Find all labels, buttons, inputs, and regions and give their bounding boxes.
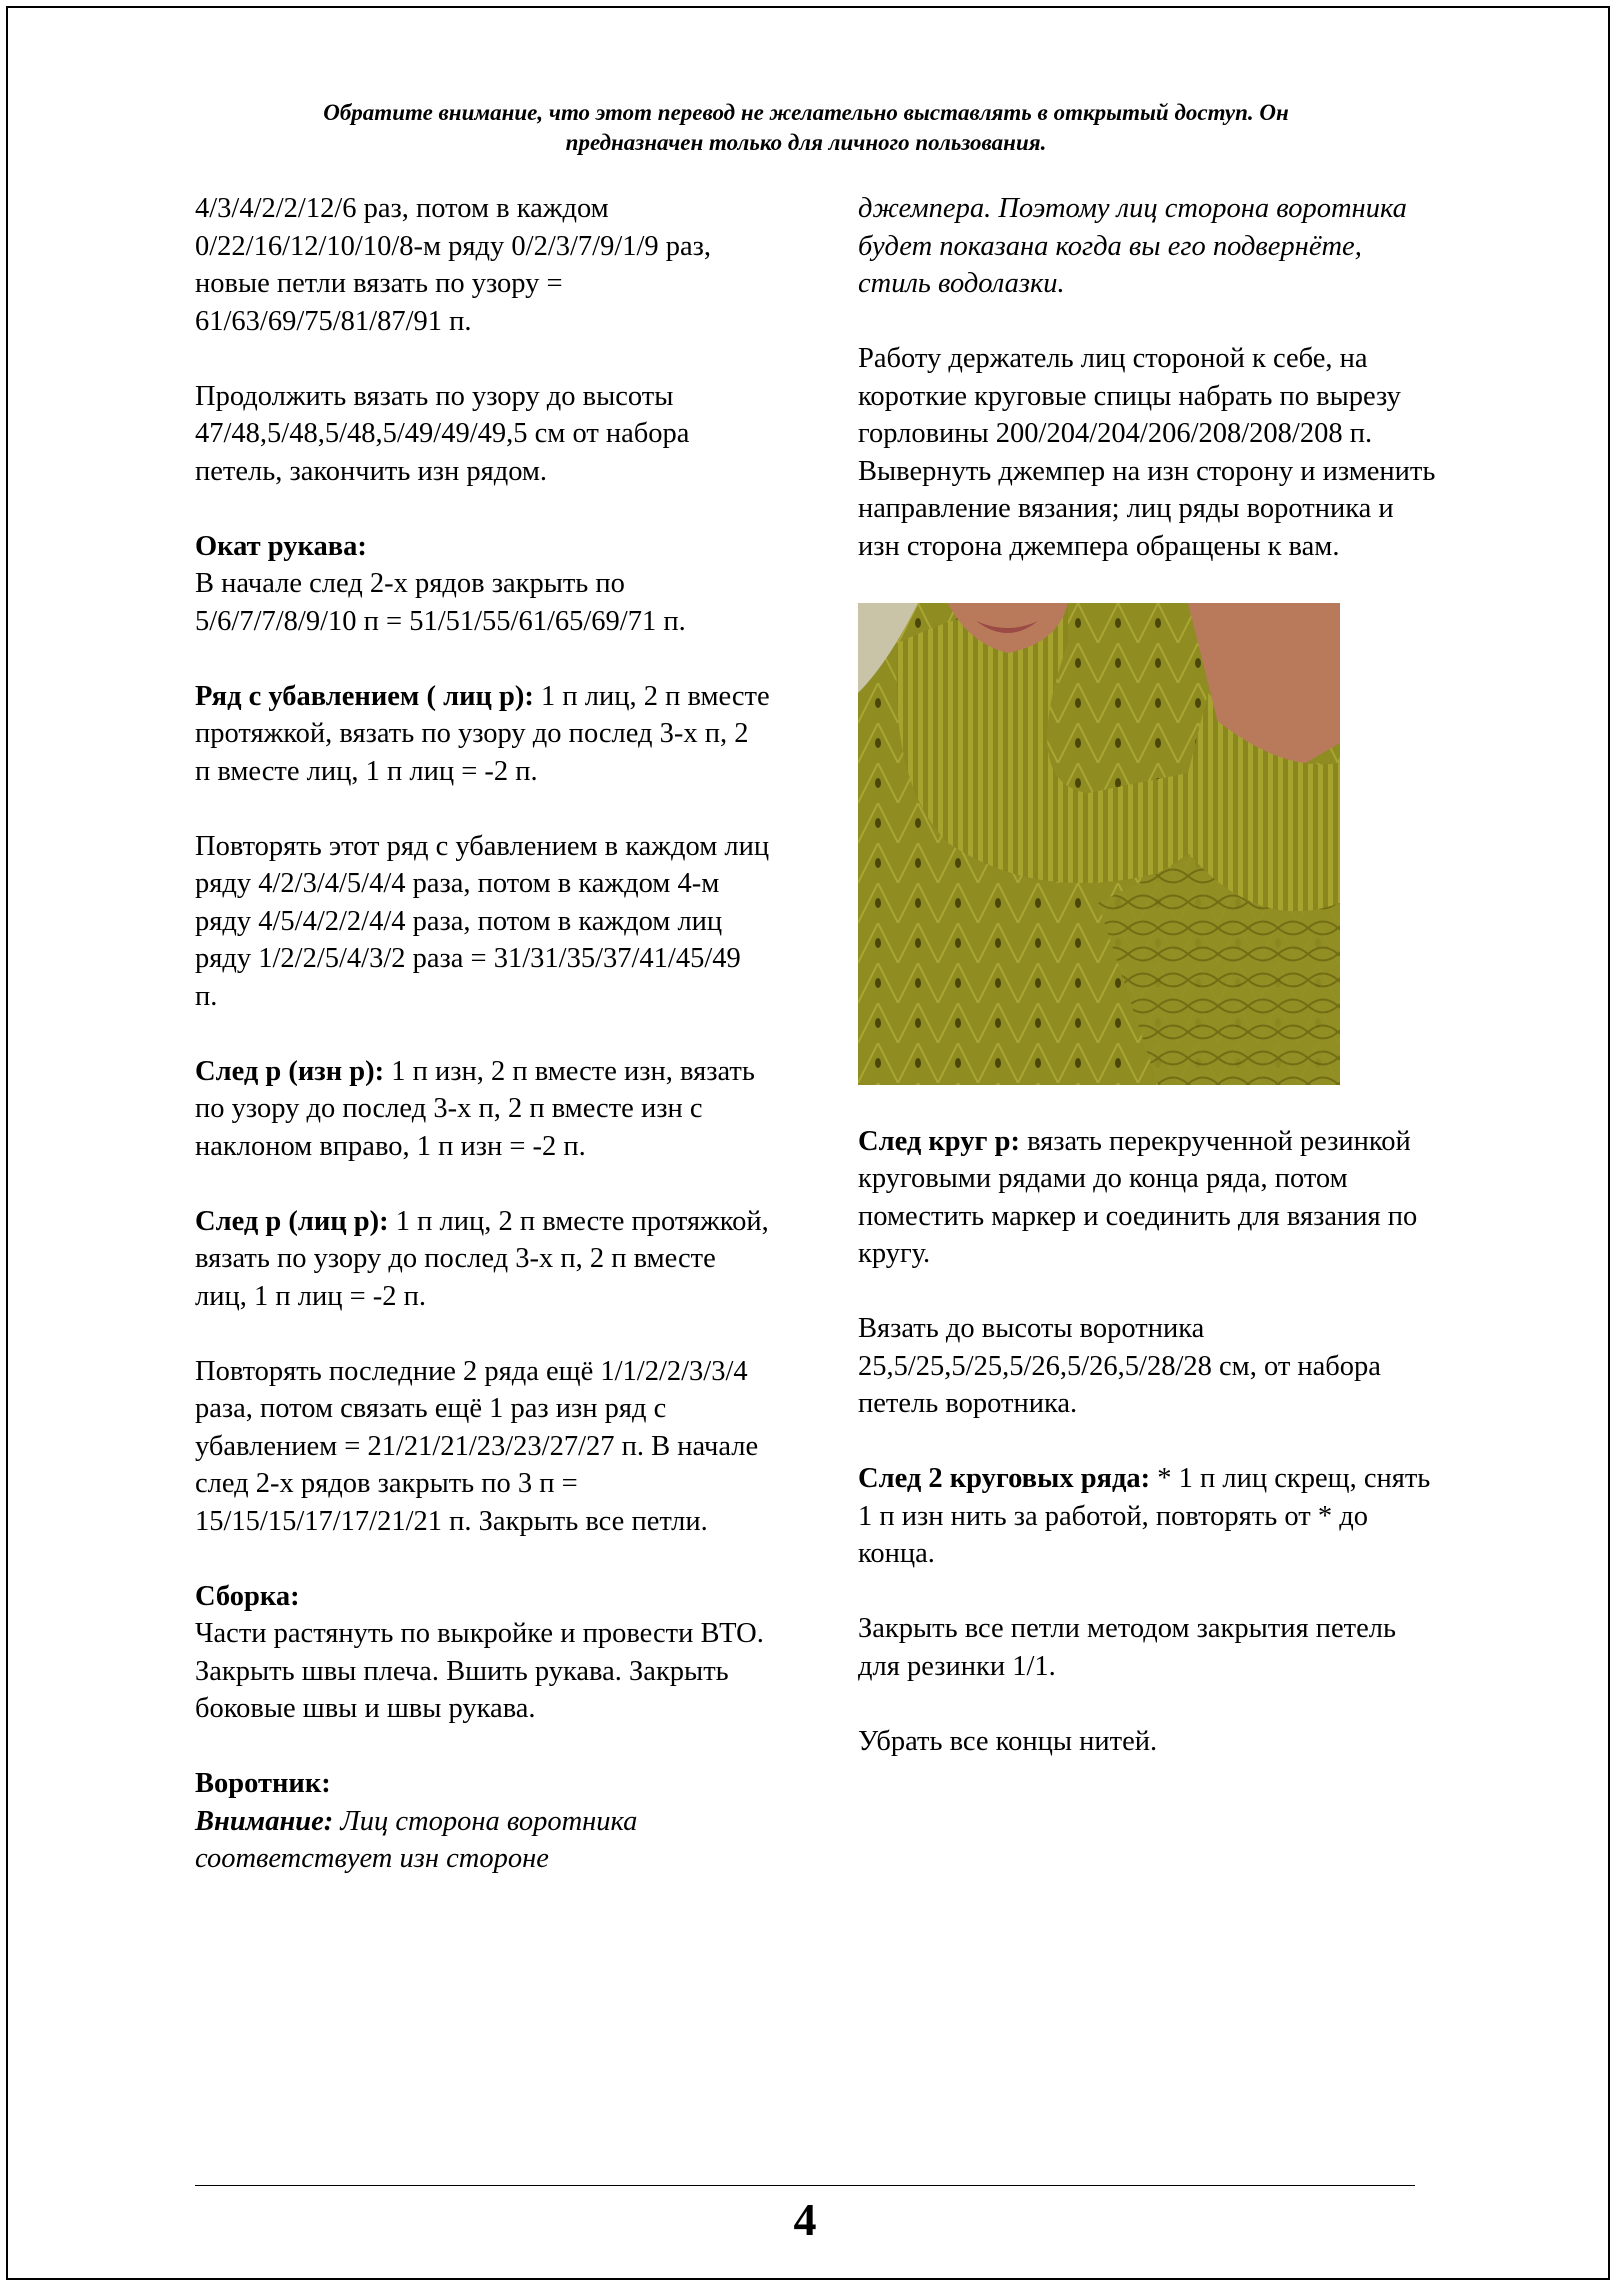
next-rs-row-label: След р (лиц р):	[195, 1205, 389, 1237]
page-number: 4	[793, 2194, 817, 2245]
copyright-notice	[196, 98, 1416, 158]
decrease-row-text: 1 п лиц, 2 п вместе протяжкой, вязать по узору до послед 3-х п, 2 п вместе лиц, 1 п лиц = -2 п.	[195, 680, 770, 787]
paragraph-attention-continued: джемпера. Поэтому лиц сторона воротника будет показана когда вы его подвернёте, стиль водолазки.	[858, 193, 1407, 299]
section-assembly-heading: Сборка:	[195, 1580, 300, 1612]
next-two-rounds-text: * 1 п лиц скрещ, снять 1 п изн нить за работой, повторять от * до конца.	[858, 1463, 1431, 1569]
notice-line-2: предназначен только для личного пользования.	[565, 130, 1047, 155]
next-round-text: вязать перекрученной резинкой круговыми рядами до конца ряда, потом поместить маркер и соединить для вязания по кругу.	[858, 1125, 1418, 1269]
paragraph-next-ws-row	[195, 1053, 770, 1166]
section-sleeve-cap-heading: Окат рукава:	[195, 530, 367, 562]
paragraph-repeat-decrease: Повторять этот ряд с убавлением в каждом лиц ряду 4/2/3/4/5/4/4 раза, потом в каждом 4-м ряду 4/5/4/2/2/4/4 раза, потом в каждом лиц ряду 1/2/2/5/4/3/2 раза = 31/31/35/37/41/45/49 п.	[195, 830, 770, 1012]
paragraph-bind-off: Закрыть все петли методом закрытия петель для резинки 1/1.	[858, 1613, 1396, 1682]
section-collar-heading: Воротник:	[195, 1768, 331, 1799]
paragraph-weave-ends: Убрать все концы нитей.	[858, 1725, 1158, 1757]
paragraph-next-round	[858, 1123, 1438, 1273]
next-ws-row-text: 1 п изн, 2 п вместе изн, вязать по узору до послед 3-х п, 2 п вместе изн с наклоном вправо, 1 п изн = -2 п.	[195, 1055, 755, 1162]
decrease-row-label: Ряд с убавлением ( лиц р):	[195, 680, 534, 712]
attention-text: Лиц сторона воротника соответствует изн стороне	[195, 1805, 638, 1874]
sweater-photo-illustration	[858, 603, 1340, 1085]
paragraph-repeat-last-rows: Повторять последние 2 ряда ещё 1/1/2/2/3/3/4 раза, потом связать ещё 1 раз изн ряд с убавлением = 21/21/21/23/23/27/27 п. В начале след 2-х рядов закрыть по 3 п = 15/15/15/17/17/21/21 п. Закрыть все петли.	[195, 1355, 759, 1537]
attention-label: Внимание:	[195, 1805, 334, 1837]
paragraph-assembly: Части растянуть по выкройке и провести ВТО. Закрыть швы плеча. Вшить рукава. Закрыть боковые швы и швы рукава.	[195, 1618, 764, 1724]
paragraph-increase-continuation: 4/3/4/2/2/12/6 раз, потом в каждом 0/22/16/12/10/10/8-м ряду 0/2/3/7/9/1/9 раз, новые петли вязать по узору = 61/63/69/75/81/87/91 п.	[195, 193, 712, 337]
sweater-photo	[858, 603, 1340, 1085]
paragraph-pick-up-stitches: Работу держатель лиц стороной к себе, на короткие круговые спицы набрать по вырезу горловины 200/204/204/206/208/208/208 п. Вывернуть джемпер на изн сторону и изменить направление вязания; лиц ряды воротника и изн сторона джемпера обращены к вам.	[858, 343, 1436, 562]
left-column	[195, 190, 770, 1878]
notice-line-1: Обратите внимание, что этот перевод не желательно выставлять в открытый доступ. Он	[323, 100, 1289, 125]
paragraph-collar-height: Вязать до высоты воротника 25,5/25,5/25,5/26,5/26,5/28/28 см, от набора петель воротника.	[858, 1313, 1381, 1419]
next-two-rounds-label: След 2 круговых ряда:	[858, 1463, 1151, 1494]
paragraph-decrease-row	[195, 678, 770, 791]
paragraph-sleeve-cap: В начале след 2-х рядов закрыть по 5/6/7/7/8/9/10 п = 51/51/55/61/65/69/71 п.	[195, 568, 686, 637]
paragraph-next-two-rounds	[858, 1460, 1438, 1573]
paragraph-attention	[195, 1803, 770, 1878]
footer-divider	[195, 2185, 1415, 2186]
paragraph-continue-pattern: Продолжить вязать по узору до высоты 47/48,5/48,5/48,5/49/49/49,5 см от набора петель, закончить изн рядом.	[195, 380, 690, 487]
right-column	[858, 190, 1438, 1798]
next-round-label: След круг р:	[858, 1125, 1020, 1157]
paragraph-next-rs-row	[195, 1203, 770, 1316]
next-rs-row-text: 1 п лиц, 2 п вместе протяжкой, вязать по узору до послед 3-х п, 2 п вместе лиц, 1 п лиц = -2 п.	[195, 1205, 769, 1312]
next-ws-row-label: След р (изн р):	[195, 1055, 385, 1087]
